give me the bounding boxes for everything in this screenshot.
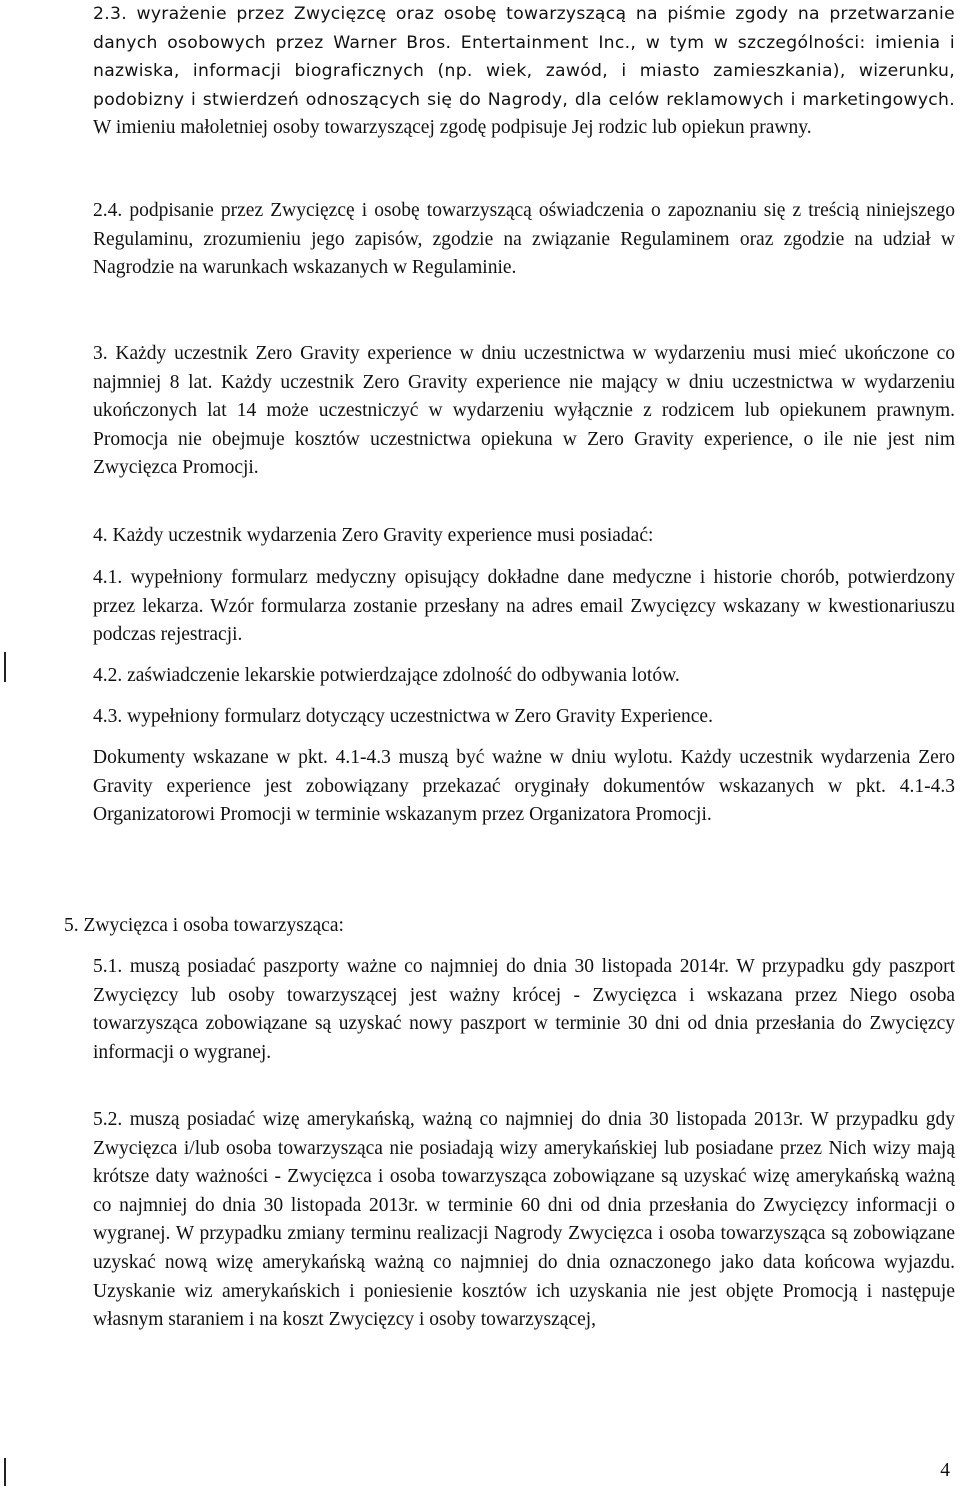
paragraph-3: 3. Każdy uczestnik Zero Gravity experience w dniu uczestnictwa w wydarzeniu musi mieć ukończone co najmniej 8 lat. Każdy uczestnik Zero Gravity experience nie mający w dniu uczestnictwa w wydarzeniu ukończonych lat 14 może uczestniczyć w wydarzeniu wyłącznie z rodzicem lub opiekunem prawnym. Promocja nie obejmuje kosztów uczestnictwa opiekuna w Zero Gravity experience, o ile nie jest nim Zwycięzca Promocji. bbox=[93, 343, 955, 479]
paragraph-4-1: 4.1. wypełniony formularz medyczny opisujący dokładne dane medyczne i historie chorób, potwierdzony przez lekarza. Wzór formularza zostanie przesłany na adres email Zwycięzcy wskazany w kwestionariuszu podczas rejestracji. bbox=[93, 567, 955, 646]
paragraph-5-1: 5.1. muszą posiadać paszporty ważne co najmniej do dnia 30 listopada 2014r. W przypadku gdy paszport Zwycięzcy lub osoby towarzyszącej jest ważny krócej - Zwycięzca i wskazana przez Niego osoba towarzysząca zobowiązane są uzyskać nowy paszport w terminie 30 dni od dnia przesłania do Zwycięzcy informacji o wygranej. bbox=[93, 956, 955, 1063]
paragraph-5: 5. Zwycięzca i osoba towarzysząca: bbox=[64, 915, 344, 936]
paragraph-2-3 bbox=[93, 0, 955, 143]
paragraph-4-2: 4.2. zaświadczenie lekarskie potwierdzające zdolność do odbywania lotów. bbox=[93, 665, 680, 686]
paragraph-2-3-text: wyrażenie przez Zwycięzcę oraz osobę towarzyszącą na piśmie zgody na przetwarzanie danych osobowych przez Warner Bros. Entertainment Inc., w tym w szczególności: imienia i nazwiska, informacji biograficznych (np. wiek, zawód, i miasto zamieszkania), wizerunku, podobizny i stwierdzeń odnoszących się do Nagrody, dla celów reklamowych i marketingowych. bbox=[93, 4, 955, 110]
paragraph-4: 4. Każdy uczestnik wydarzenia Zero Gravity experience musi posiadać: bbox=[93, 525, 654, 546]
paragraph-2-3-number: 2.3. bbox=[93, 4, 127, 24]
paragraph-2-4: 2.4. podpisanie przez Zwycięzcę i osobę towarzyszącą oświadczenia o zapoznaniu się z treścią niniejszego Regulaminu, zrozumieniu jego zapisów, zgodzie na związanie Regulaminem oraz zgodzie na udział w Nagrodzie na warunkach wskazanych w Regulaminie. bbox=[93, 200, 955, 279]
paragraph-documents: Dokumenty wskazane w pkt. 4.1-4.3 muszą być ważne w dniu wylotu. Każdy uczestnik wydarzenia Zero Gravity experience jest zobowiązany przekazać oryginały dokumentów wskazanych w pkt. 4.1-4.3 Organizatorowi Promocji w terminie wskazanym przez Organizatora Promocji. bbox=[93, 747, 955, 826]
page-number: 4 bbox=[940, 1460, 950, 1481]
change-bar-bottom bbox=[4, 1458, 6, 1486]
paragraph-5-2: 5.2. muszą posiadać wizę amerykańską, ważną co najmniej do dnia 30 listopada 2013r. W przypadku gdy Zwycięzca i/lub osoba towarzysząca nie posiadają wizy amerykańskiej lub posiadane przez Nich wizy mają krótsze daty ważności - Zwycięzca i osoba towarzysząca zobowiązane są uzyskać wizę amerykańską ważną co najmniej do dnia 30 listopada 2013r. w terminie 60 dni od dnia przesłania do Zwycięzcy informacji o wygranej. W przypadku zmiany terminu realizacji Nagrody Zwycięzca i osoba towarzysząca są zobowiązane uzyskać nową wizę amerykańską ważną co najmniej do dnia oznaczonego jako data końcowa wyjazdu. Uzyskanie wiz amerykańskich i poniesienie kosztów ich uzyskania nie jest objęte Promocją i następuje własnym staraniem i na koszt Zwycięzcy i osoby towarzyszącej, bbox=[93, 1109, 955, 1331]
paragraph-4-3: 4.3. wypełniony formularz dotyczący uczestnictwa w Zero Gravity Experience. bbox=[93, 706, 713, 727]
paragraph-2-3-guardian-text: W imieniu małoletniej osoby towarzyszącej zgodę podpisuje Jej rodzic lub opiekun prawny. bbox=[93, 117, 812, 139]
change-bar-left bbox=[4, 652, 6, 682]
